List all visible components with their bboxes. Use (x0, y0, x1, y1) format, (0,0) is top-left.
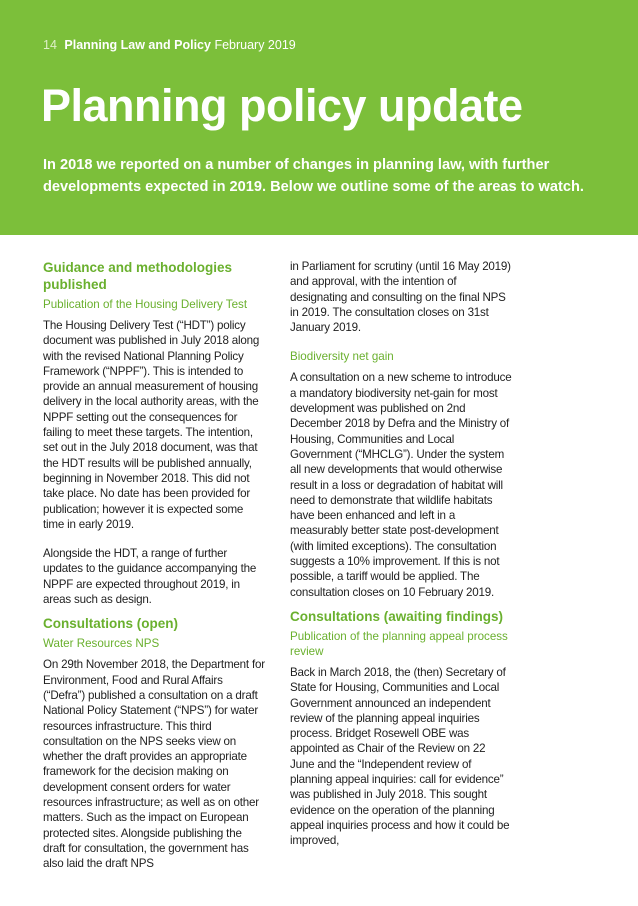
paragraph-water-resources: On 29th November 2018, the Department for Environment, Food and Rural Affairs (“Defra”) published a consultation on a draft National Policy Statement (“NPS”) for water resources infrastructure. This third consultation on the NPS seeks view on whether the draft provides an appropriate framework for the decision making on development consent orders for water resources infrastructure; as well as on other matters. Such as the impact on European protected sites. Alongside publishing the draft for consultation, the government has also laid the draft NPS (43, 658, 265, 871)
paragraph-biodiversity: A consultation on a new scheme to introduce a mandatory biodiversity net-gain for most development was published on 2nd December 2018 by Defra and the Ministry of Housing, Communities and Local Government (“MHCLG”). Under the system all new developments that would otherwise result in a loss or degradation of habitat will need to demonstrate that wildlife habitats have been enhanced and left in a measurably better state post-development (with limited exceptions). The consultation suggests a 10% improvement. If this is not possible, a tariff would be applied. The consultation closes on 10 February 2019. (290, 371, 512, 599)
right-column (290, 259, 512, 863)
paragraph-hdt-further: Alongside the HDT, a range of further updates to the guidance accompanying the NPPF are expected throughout 2019, in areas such as design. (43, 547, 257, 607)
publication-date: February 2019 (214, 38, 296, 52)
paragraph-hdt: The Housing Delivery Test (“HDT”) policy document was published in July 2018 along with the revised National Planning Policy Framework (“NPPF”). This is intended to provide an annual measurement of housing delivery in the local authority areas, with the NPPF setting out the consequences for failing to meet these targets. The intention, set out in the July 2018 document, was that the HDT results will be published annually, beginning in November 2018. This did not take place. No date has been provided for publication; however it is expected some time in early 2019. (43, 319, 260, 531)
paragraph-appeal-review: Back in March 2018, the (then) Secretary of State for Housing, Communities and Local Government announced an independent review of the planning appeal inquiries process. Bridget Rosewell OBE was appointed as Chair of the Review on 22 June and the “Independent review of planning appeal inquiries: call for evidence” was published in July 2018. This sought evidence on the operation of the planning appeal inquiries process and how it could be improved, (290, 665, 510, 848)
publication-name: Planning Law and Policy (64, 38, 211, 52)
paragraph-nps-continued: in Parliament for scrutiny (until 16 May 2019) and approval, with the intention of designating and consulting on the final NPS in 2019. The consultation closes on 31st January 2019. (290, 260, 511, 335)
section-heading-guidance: Guidance and methodologies published (43, 260, 233, 292)
left-column (43, 259, 265, 886)
page-number: 14 (43, 38, 57, 52)
intro-text: In 2018 we reported on a number of changes in planning law, with further developments expected in 2019. Below we outline some of the areas to watch. (43, 157, 584, 195)
section-heading-consultations-awaiting: Consultations (awaiting findings) (290, 608, 503, 624)
running-header (43, 38, 296, 52)
subheading-water-resources: Water Resources NPS (43, 637, 160, 651)
header-banner (0, 0, 638, 235)
subheading-biodiversity: Biodiversity net gain (290, 350, 394, 364)
page-title: Planning policy update (41, 80, 523, 131)
subheading-appeal-review: Publication of the planning appeal process review (290, 629, 508, 658)
subheading-housing-delivery-test: Publication of the Housing Delivery Test (43, 298, 248, 311)
section-heading-consultations-open: Consultations (open) (43, 616, 178, 632)
